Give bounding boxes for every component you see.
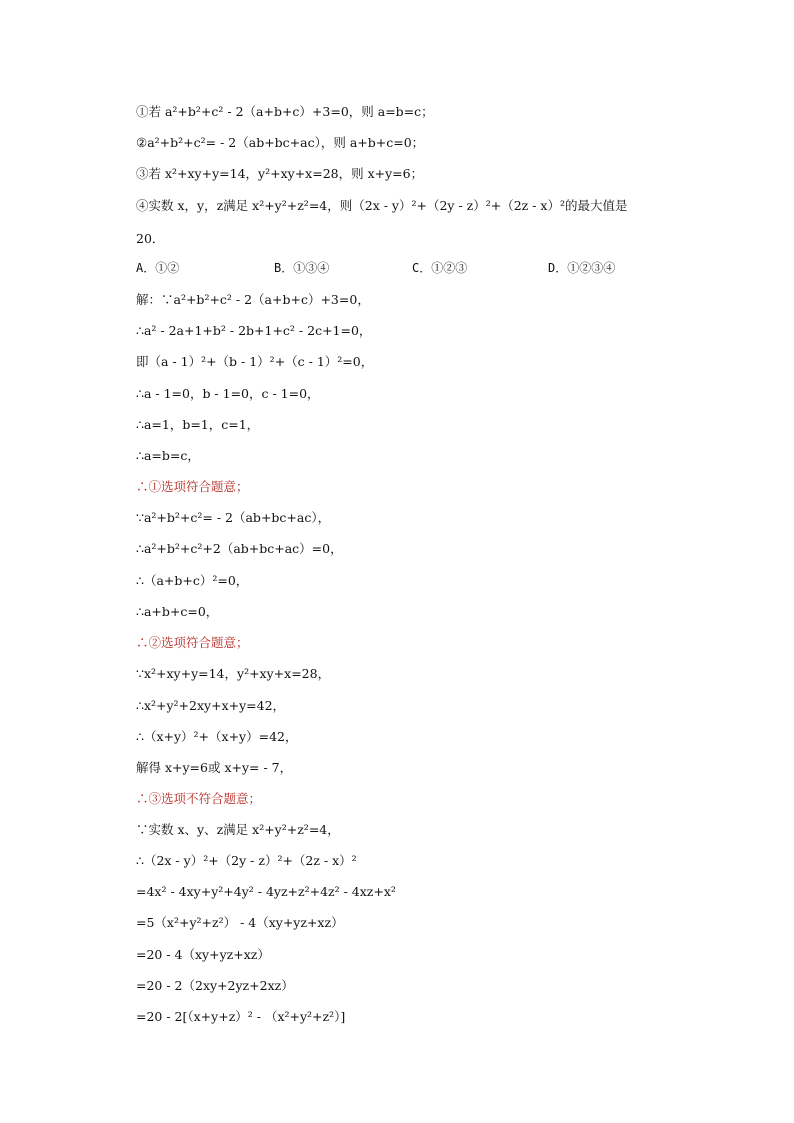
choice-option: B．①③④	[274, 261, 330, 275]
solution-line: ∴（x+y）²+（x+y）=42，	[136, 729, 298, 744]
solution-line: ∴a+b+c=0，	[136, 604, 219, 619]
solution-line: =4x² - 4xy+y²+4y² - 4yz+z²+4z² - 4xz+x²	[136, 884, 396, 899]
choice-option: A．①②	[136, 261, 180, 275]
solution-line: ∴a² - 2a+1+b² - 2b+1+c² - 2c+1=0，	[136, 323, 372, 338]
solution-line: =20 - 2[（x+y+z）² - （x²+y²+z²）]	[136, 1009, 346, 1024]
solution-line: =5（x²+y²+z²） - 4（xy+yz+xz）	[136, 915, 344, 930]
conclusion-line: ∴①选项符合题意；	[136, 479, 249, 494]
solution-line: 解得 x+y=6或 x+y= - 7，	[136, 760, 293, 775]
conclusion-line: ∴②选项符合题意；	[136, 635, 249, 650]
solution-line: ∴a=b=c，	[136, 448, 200, 463]
solution-line: ∵x²+xy+y=14，y²+xy+x=28，	[136, 666, 331, 681]
solution-line: ∴a²+b²+c²+2（ab+bc+ac）=0，	[136, 541, 343, 556]
statement-line: ④实数 x，y，z满足 x²+y²+z²=4，则（2x - y）²+（2y - z）²+（2z - x）²的最大值是	[136, 198, 628, 213]
conclusion-line: ∴③选项不符合题意；	[136, 791, 262, 806]
statement-line: ②a²+b²+c²= - 2（ab+bc+ac），则 a+b+c=0；	[136, 135, 425, 150]
solution-line: 解：∵a²+b²+c² - 2（a+b+c）+3=0，	[136, 292, 370, 307]
solution-line: ∴（a+b+c）²=0，	[136, 573, 249, 588]
solution-line: ∴（2x - y）²+（2y - z）²+（2z - x）²	[136, 853, 357, 868]
solution-line: ∴a - 1=0，b - 1=0，c - 1=0，	[136, 386, 320, 401]
solution-line: ∴a=1，b=1，c=1，	[136, 417, 260, 432]
solution-line: ∴x²+y²+2xy+x+y=42，	[136, 698, 286, 713]
choice-option: C．①②③	[412, 261, 468, 275]
solution-line: 即（a - 1）²+（b - 1）²+（c - 1）²=0，	[136, 354, 374, 369]
solution-line: ∵a²+b²+c²= - 2（ab+bc+ac），	[136, 510, 331, 525]
choice-option: D．①②③④	[548, 261, 616, 275]
statement-line: ①若 a²+b²+c² - 2（a+b+c）+3=0，则 a=b=c；	[136, 104, 434, 119]
solution-line: =20 - 4（xy+yz+xz）	[136, 947, 270, 962]
statement-line: 20．	[136, 231, 165, 246]
statement-line: ③若 x²+xy+y=14，y²+xy+x=28，则 x+y=6；	[136, 166, 424, 181]
solution-line: =20 - 2（2xy+2yz+2xz）	[136, 978, 294, 993]
solution-line: ∵实数 x、y、z满足 x²+y²+z²=4，	[136, 822, 340, 837]
